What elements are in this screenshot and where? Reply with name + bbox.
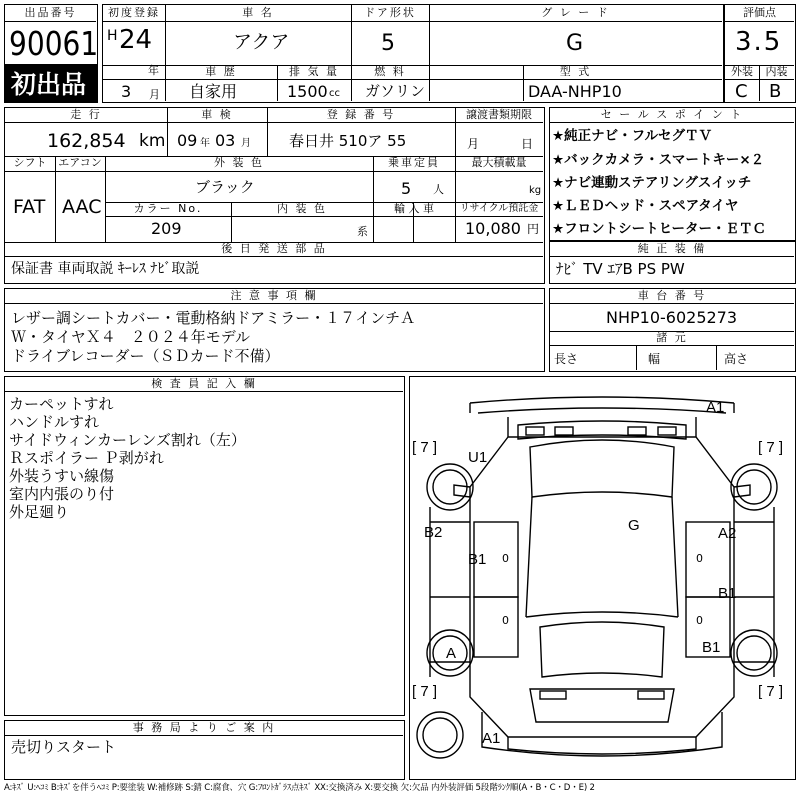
later-parts-label: 後 日 発 送 部 品 — [221, 242, 327, 255]
damage-mark: B2 — [424, 524, 443, 541]
tread-depth-rl: [ 7 ] — [412, 683, 438, 700]
insp-month-unit: 月 — [241, 138, 251, 149]
dims-height: 高さ — [724, 352, 749, 366]
grade-label: グ レ ー ド — [541, 6, 610, 19]
ac-label: エアコン — [58, 156, 102, 169]
insp-year: 09 — [177, 131, 198, 150]
chassis-label: 車 台 番 号 — [637, 289, 707, 302]
ext-label: 外装 — [731, 65, 753, 78]
int-label: 内装 — [765, 65, 788, 78]
interior-color-label: 内 装 色 — [277, 202, 327, 215]
vehicle-header-table — [102, 4, 724, 103]
doors-label: ドア形状 — [364, 6, 416, 19]
fuel: ガソリン — [365, 82, 426, 100]
displacement: 1500 — [287, 82, 328, 101]
gauge-mark: 0 — [696, 552, 703, 565]
int-grade: B — [769, 81, 782, 102]
dims-width: 幅 — [648, 352, 661, 366]
chassis-box — [549, 288, 796, 372]
tread-depth-fr: [ 7 ] — [758, 439, 784, 456]
lot-number: 90061 — [9, 24, 99, 63]
shift-label: シフト — [13, 156, 47, 169]
ext-grade: C — [735, 81, 748, 102]
plate-label: 登 録 番 号 — [326, 108, 396, 121]
load-unit: kg — [529, 185, 542, 196]
recycle-label: リサイクル預託金 — [459, 203, 539, 214]
mileage: 162,854 — [47, 130, 126, 152]
interior-suffix: 系 — [357, 225, 368, 238]
damage-mark: A1 — [482, 730, 501, 747]
reg-year-unit: 年 — [148, 64, 159, 77]
capacity-label: 乗車定員 — [388, 156, 440, 169]
dims-length: 長さ — [554, 352, 579, 366]
car-name: アクア — [233, 31, 290, 53]
notes-box — [4, 288, 545, 372]
shift: FAT — [13, 196, 46, 218]
inspector-line: Ｒスポイラー Ｐ剥がれ — [9, 449, 164, 467]
color-no-label: カラー No. — [133, 202, 203, 215]
sales-points-label: セ ー ル ス ポ イ ン ト — [600, 108, 744, 121]
era: H — [107, 28, 118, 44]
ac: AAC — [62, 196, 102, 218]
reg-month-unit: 月 — [149, 88, 160, 101]
transfer-label: 譲渡書類期限 — [466, 108, 532, 121]
capacity: 5 — [401, 179, 412, 198]
damage-mark: B1 — [718, 585, 737, 602]
damage-mark: A2 — [718, 525, 737, 542]
score-label: 評価点 — [743, 6, 776, 19]
car-name-label: 車 名 — [242, 6, 274, 19]
chassis-number: NHP10-6025273 — [606, 308, 738, 327]
plate: 春日井 510ア 55 — [289, 132, 407, 150]
office-message: 売切りスタート — [11, 738, 117, 756]
sales-point: ★ＬＥＤヘッド・スペアタイヤ — [552, 198, 739, 214]
vehicle-detail-table — [4, 107, 545, 284]
notes-line: Ｗ・タイヤＸ４ ２０２４年モデル — [11, 328, 250, 346]
notes-label: 注 意 事 項 欄 — [230, 289, 318, 302]
equipment-label: 純 正 装 備 — [637, 242, 707, 255]
gauge-mark: 0 — [502, 614, 509, 627]
displacement-label: 排 気 量 — [289, 65, 339, 78]
model: DAA-NHP10 — [528, 82, 622, 101]
equipment-items: ﾅﾋﾞ TV ｴｱB PS PW — [556, 260, 685, 278]
legend: A:ｷｽﾞ U:ﾍｺﾐ B:ｷｽﾞを伴うﾍｺﾐ P:要塗装 W:補修跡 S:錆 C:腐食、穴 G:ﾌﾛﾝﾄｶﾞﾗｽ点ｷｽﾞ XX:交換済み X:要交換 欠:欠品 内外装評価 5段階ﾗﾝｸ順(A・B・C・D・E) 2 — [4, 783, 595, 793]
model-label: 型 式 — [559, 65, 592, 78]
inspector-line: カーペットすれ — [9, 395, 114, 413]
tread-depth-fl: [ 7 ] — [412, 439, 438, 456]
damage-mark: B1 — [702, 639, 721, 656]
doors: 5 — [381, 31, 395, 56]
sales-point: ★ナビ連動ステアリングスイッチ — [552, 175, 752, 191]
score-box — [724, 4, 796, 103]
score: 3.5 — [735, 27, 783, 57]
damage-mark: A1 — [706, 399, 725, 416]
lot-number-label: 出品番号 — [24, 6, 77, 19]
sales-point: ★純正ナビ・フルセグＴＶ — [552, 128, 713, 144]
grade: G — [566, 31, 584, 56]
mileage-label: 走 行 — [70, 108, 102, 121]
sales-point: ★バックカメラ・スマートキー×２ — [552, 152, 765, 168]
color-label: 外 装 色 — [214, 156, 264, 169]
transfer-day: 日 — [521, 137, 534, 151]
damage-mark: G — [628, 517, 640, 534]
tread-depth-rr: [ 7 ] — [758, 683, 784, 700]
load-label: 最大積載量 — [471, 156, 527, 169]
inspector-line: ハンドルすれ — [9, 413, 100, 431]
history: 自家用 — [189, 82, 238, 101]
color: ブラック — [195, 178, 255, 196]
damage-mark: A — [446, 645, 457, 662]
insp-month: 03 — [215, 131, 236, 150]
notes-line: レザー調シートカバー・電動格納ドアミラー・１７インチＡ — [11, 309, 416, 327]
first-reg-label: 初度登録 — [108, 6, 160, 19]
inspector-line: 外足廻り — [9, 503, 70, 521]
displacement-unit: cc — [329, 88, 340, 99]
inspector-line: サイドウィンカーレンズ割れ（左） — [9, 431, 246, 449]
equipment-box — [549, 241, 796, 284]
damage-diagram — [409, 376, 796, 780]
reg-month: 3 — [121, 82, 132, 101]
gauge-mark: 0 — [696, 614, 703, 627]
recycle: 10,080 — [465, 219, 521, 238]
damage-mark: U1 — [468, 449, 488, 466]
reg-year: 24 — [119, 25, 153, 55]
lot-number-box — [4, 4, 98, 65]
notes-line: ドライブレコーダー（ＳＤカード不備） — [11, 347, 280, 365]
inspector-line: 室内内張のり付 — [9, 485, 115, 503]
office-box — [4, 720, 405, 780]
mileage-unit: km — [139, 131, 166, 151]
later-parts: 保証書 車両取説 ｷｰﾚｽ ﾅﾋﾞ取説 — [11, 261, 200, 277]
fuel-label: 燃 料 — [374, 65, 406, 78]
history-label: 車 歴 — [205, 65, 237, 78]
transfer-month: 月 — [467, 137, 480, 151]
inspector-line: 外装うすい線傷 — [9, 467, 115, 485]
damage-mark: B1 — [468, 551, 487, 568]
first-listing-badge: 初出品 — [4, 65, 98, 103]
office-label: 事 務 局 よ り ご 案 内 — [132, 721, 276, 734]
import-label: 輸 入 車 — [394, 202, 434, 215]
capacity-unit: 人 — [433, 183, 444, 196]
dims-label: 諸 元 — [656, 331, 688, 344]
gauge-mark: 0 — [502, 552, 509, 565]
inspector-label: 検 査 員 記 入 欄 — [151, 377, 257, 390]
inspection-label: 車 検 — [201, 108, 233, 121]
car-outline-diagram — [410, 377, 794, 778]
insp-year-unit: 年 — [200, 138, 210, 149]
color-no: 209 — [151, 219, 182, 238]
recycle-unit: 円 — [527, 222, 540, 236]
inspector-box — [4, 376, 405, 716]
sales-points-box — [549, 107, 796, 241]
sales-point: ★フロントシートヒーター・ＥＴＣ — [552, 221, 767, 237]
